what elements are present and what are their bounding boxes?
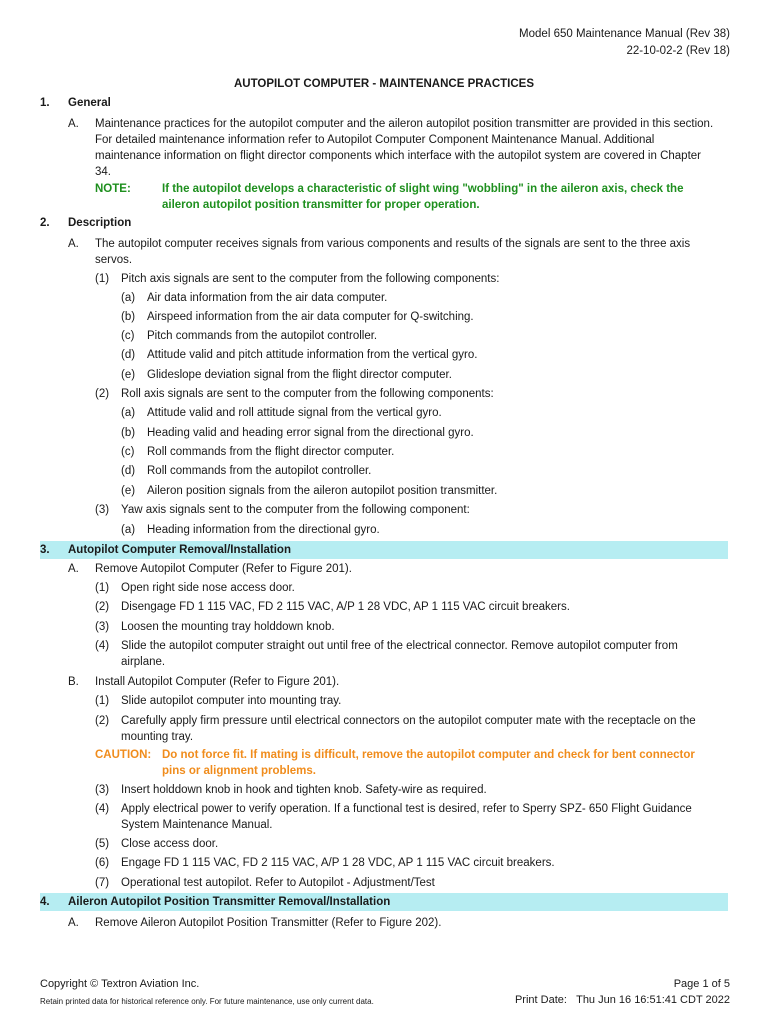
section-4-heading — [40, 893, 728, 911]
step-text: Roll axis signals are sent to the computer from the following components: — [121, 388, 494, 400]
caution-label: CAUTION: — [95, 749, 152, 761]
step-text: Operational test autopilot. Refer to Autopilot - Adjustment/Test — [121, 877, 435, 889]
manual-title: Model 650 Maintenance Manual (Rev 38) — [519, 28, 730, 40]
step-label: (1) — [95, 582, 110, 594]
sub-item-text: Heading information from the directional gyro. — [147, 524, 380, 536]
sub-item-text: Attitude valid and roll attitude signal from the vertical gyro. — [147, 407, 442, 419]
step-label: (5) — [95, 838, 110, 850]
sub-item-text: Glideslope deviation signal from the flight director computer. — [147, 369, 452, 381]
step-label: (4) — [95, 640, 110, 652]
section-title: General — [68, 97, 111, 109]
sub-item-text: Airspeed information from the air data computer for Q-switching. — [147, 311, 474, 323]
section-number: 1. — [40, 97, 50, 109]
page-number: Page 1 of 5 — [673, 978, 730, 990]
step-text: Disengage FD 1 115 VAC, FD 2 115 VAC, A/P 1 28 VDC, AP 1 115 VAC circuit breakers. — [121, 601, 570, 613]
paragraph-line: The autopilot computer receives signals from various components and results of the signals are sent to the three axis — [95, 238, 691, 250]
step-label: (1) — [95, 273, 110, 285]
step-text: Carefully apply firm pressure until electrical connectors on the autopilot computer mate with the receptacle on the — [121, 715, 696, 727]
sub-item-label: (c) — [121, 446, 135, 458]
print-date-label: Print Date: — [514, 994, 567, 1006]
step-label: (6) — [95, 857, 110, 869]
section-number: 4. — [40, 896, 50, 908]
sub-item-text: Roll commands from the flight director computer. — [147, 446, 395, 458]
sub-item-label: (a) — [121, 524, 136, 536]
paragraph-line: maintenance information on flight director components which interface with the autopilot system are covered in Chapter — [95, 150, 701, 162]
paragraph-line: For detailed maintenance information refer to Autopilot Computer Component Maintenance Manual. Additional — [95, 134, 655, 146]
section-title: Aileron Autopilot Position Transmitter Removal/Installation — [68, 896, 391, 908]
sub-item-label: (e) — [121, 369, 136, 381]
print-date — [515, 992, 730, 1008]
sub-item-text: Air data information from the air data computer. — [147, 292, 388, 304]
caution-text: pins or alignment problems. — [162, 765, 316, 777]
paragraph-line: Maintenance practices for the autopilot computer and the aileron autopilot position transmitter are provided in this section. — [95, 118, 714, 130]
step-label: (7) — [95, 877, 110, 889]
step-label: (4) — [95, 803, 110, 815]
page-title: AUTOPILOT COMPUTER - MAINTENANCE PRACTICES — [233, 78, 535, 90]
sub-item-label: (c) — [121, 330, 135, 342]
step-label: (2) — [95, 601, 110, 613]
sub-item-label: (b) — [121, 427, 136, 439]
sub-item-label: (d) — [121, 349, 136, 361]
step-text: mounting tray. — [121, 731, 194, 743]
sub-item-label: (e) — [121, 485, 136, 497]
paragraph-line: servos. — [95, 254, 133, 266]
sub-item-text: Aileron position signals from the aileron autopilot position transmitter. — [147, 485, 498, 497]
step-text: Open right side nose access door. — [121, 582, 295, 594]
section-2-heading — [40, 214, 728, 232]
item-label: A. — [68, 917, 79, 929]
section-title: Autopilot Computer Removal/Installation — [68, 544, 291, 556]
step-label: (3) — [95, 621, 110, 633]
step-text: Slide autopilot computer into mounting tray. — [121, 695, 342, 707]
step-label: (3) — [95, 784, 110, 796]
item-label: B. — [68, 676, 79, 688]
item-text: Remove Aileron Autopilot Position Transmitter (Refer to Figure 202). — [95, 917, 442, 929]
step-text: Insert holddown knob in hook and tighten knob. Safety-wire as required. — [121, 784, 487, 796]
step-label: (2) — [95, 388, 110, 400]
item-label: A. — [68, 563, 79, 575]
section-1-heading — [40, 94, 728, 112]
step-text: Engage FD 1 115 VAC, FD 2 115 VAC, A/P 1 28 VDC, AP 1 115 VAC circuit breakers. — [121, 857, 555, 869]
step-text: Yaw axis signals sent to the computer from the following component: — [121, 504, 470, 516]
document-reference: 22-10-02-2 (Rev 18) — [626, 45, 730, 57]
note-text: If the autopilot develops a characteristic of slight wing "wobbling" in the aileron axis, check the — [162, 183, 684, 195]
section-number: 3. — [40, 544, 50, 556]
item-text: Remove Autopilot Computer (Refer to Figure 201). — [95, 563, 352, 575]
step-text: Slide the autopilot computer straight out until free of the electrical connector. Remove autopilot computer from — [121, 640, 678, 652]
sub-item-label: (b) — [121, 311, 136, 323]
paragraph-line: 34. — [95, 166, 111, 178]
note-text: aileron autopilot position transmitter for proper operation. — [162, 199, 480, 211]
step-text: Close access door. — [121, 838, 219, 850]
section-number: 2. — [40, 217, 50, 229]
note-label: NOTE: — [95, 183, 131, 195]
print-date-value: Thu Jun 16 16:51:41 CDT 2022 — [576, 994, 730, 1006]
sub-item-label: (a) — [121, 292, 136, 304]
sub-item-label: (a) — [121, 407, 136, 419]
sub-item-label: (d) — [121, 465, 136, 477]
item-text: Install Autopilot Computer (Refer to Figure 201). — [95, 676, 340, 688]
step-label: (1) — [95, 695, 110, 707]
caution-text: Do not force fit. If mating is difficult, remove the autopilot computer and check for bent connector — [162, 749, 695, 761]
step-text: Pitch axis signals are sent to the computer from the following components: — [121, 273, 500, 285]
section-title: Description — [68, 217, 132, 229]
sub-item-text: Pitch commands from the autopilot controller. — [147, 330, 378, 342]
step-text: Apply electrical power to verify operation. If a functional test is desired, refer to Sperry SPZ- 650 Flight Guidance — [121, 803, 692, 815]
step-text: airplane. — [121, 656, 166, 668]
item-label: A. — [68, 118, 79, 130]
step-text: System Maintenance Manual. — [121, 819, 273, 831]
retain-notice: Retain printed data for historical reference only. For future maintenance, use only current data. — [40, 997, 374, 1006]
copyright: Copyright © Textron Aviation Inc. — [40, 978, 200, 990]
sub-item-text: Roll commands from the autopilot controller. — [147, 465, 372, 477]
item-label: A. — [68, 238, 79, 250]
section-3-heading — [40, 541, 728, 559]
step-text: Loosen the mounting tray holddown knob. — [121, 621, 335, 633]
step-label: (3) — [95, 504, 110, 516]
sub-item-text: Heading valid and heading error signal from the directional gyro. — [147, 427, 474, 439]
step-label: (2) — [95, 715, 110, 727]
sub-item-text: Attitude valid and pitch attitude information from the vertical gyro. — [147, 349, 478, 361]
